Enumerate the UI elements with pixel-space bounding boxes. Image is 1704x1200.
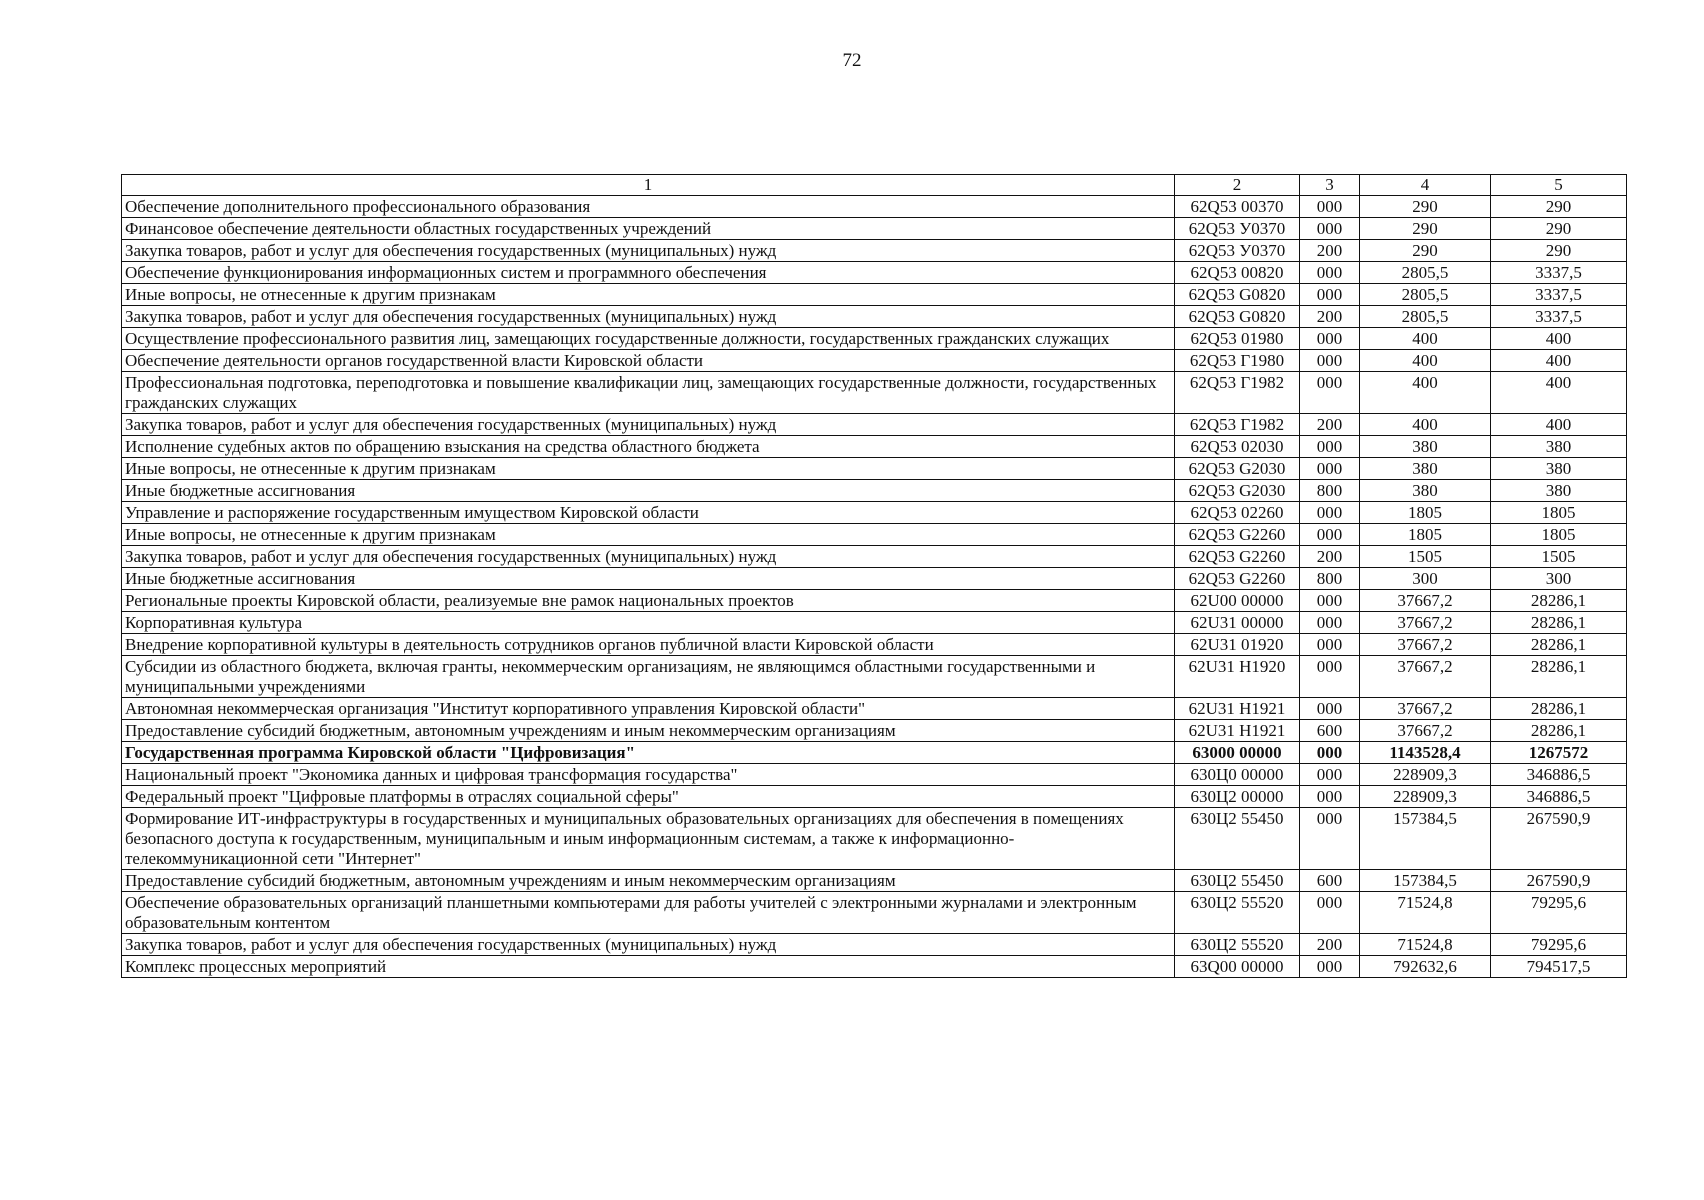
row-value-2026-cell: 79295,6 xyxy=(1491,934,1627,956)
row-code-cell: 62Q53 G0820 xyxy=(1175,306,1300,328)
table-row xyxy=(122,284,1627,306)
row-code-cell: 62Q53 У0370 xyxy=(1175,240,1300,262)
page-number: 72 xyxy=(842,50,862,71)
row-code-cell: 62Q53 02260 xyxy=(1175,502,1300,524)
row-code-cell: 62U31 H1921 xyxy=(1175,698,1300,720)
row-name-cell: Внедрение корпоративной культуры в деятельность сотрудников органов публичной власти Кировской области xyxy=(122,634,1175,656)
row-expense-type-cell: 200 xyxy=(1300,546,1360,568)
row-name-cell: Иные вопросы, не отнесенные к другим признакам xyxy=(122,524,1175,546)
row-code-cell: 62U31 01920 xyxy=(1175,634,1300,656)
row-value-2025-cell: 300 xyxy=(1360,568,1491,590)
table-row xyxy=(122,742,1627,764)
budget-table xyxy=(121,174,1627,978)
row-code-cell: 62Q53 G2030 xyxy=(1175,458,1300,480)
row-name-cell: Национальный проект "Экономика данных и цифровая трансформация государства" xyxy=(122,764,1175,786)
row-code-cell: 62Q53 G0820 xyxy=(1175,284,1300,306)
row-expense-type-cell: 000 xyxy=(1300,372,1360,414)
row-value-2026-cell: 400 xyxy=(1491,328,1627,350)
row-expense-type-cell: 000 xyxy=(1300,612,1360,634)
row-code-cell: 62Q53 G2030 xyxy=(1175,480,1300,502)
row-value-2025-cell: 1805 xyxy=(1360,524,1491,546)
table-row xyxy=(122,502,1627,524)
header-col-2: 2 xyxy=(1175,175,1300,196)
header-col-4: 4 xyxy=(1360,175,1491,196)
row-name-cell: Предоставление субсидий бюджетным, автономным учреждениям и иным некоммерческим организациям xyxy=(122,720,1175,742)
table-row xyxy=(122,436,1627,458)
row-value-2025-cell: 157384,5 xyxy=(1360,870,1491,892)
row-code-cell: 62Q53 G2260 xyxy=(1175,524,1300,546)
row-code-cell: 62Q53 01980 xyxy=(1175,328,1300,350)
row-value-2025-cell: 2805,5 xyxy=(1360,306,1491,328)
table-row xyxy=(122,414,1627,436)
row-value-2025-cell: 37667,2 xyxy=(1360,698,1491,720)
row-value-2025-cell: 2805,5 xyxy=(1360,284,1491,306)
row-value-2025-cell: 37667,2 xyxy=(1360,612,1491,634)
row-name-cell: Обеспечение деятельности органов государственной власти Кировской области xyxy=(122,350,1175,372)
row-value-2026-cell: 290 xyxy=(1491,218,1627,240)
header-col-5: 5 xyxy=(1491,175,1627,196)
row-expense-type-cell: 000 xyxy=(1300,436,1360,458)
table-row xyxy=(122,306,1627,328)
row-value-2025-cell: 2805,5 xyxy=(1360,262,1491,284)
header-col-1: 1 xyxy=(122,175,1175,196)
row-expense-type-cell: 200 xyxy=(1300,414,1360,436)
row-value-2026-cell: 28286,1 xyxy=(1491,612,1627,634)
row-name-cell: Осуществление профессионального развития лиц, замещающих государственные должности, государственных гражданских служащих xyxy=(122,328,1175,350)
row-value-2026-cell: 300 xyxy=(1491,568,1627,590)
row-value-2025-cell: 1505 xyxy=(1360,546,1491,568)
row-value-2026-cell: 290 xyxy=(1491,196,1627,218)
row-value-2026-cell: 290 xyxy=(1491,240,1627,262)
row-name-cell: Региональные проекты Кировской области, реализуемые вне рамок национальных проектов xyxy=(122,590,1175,612)
row-code-cell: 630Ц2 55450 xyxy=(1175,808,1300,870)
row-value-2026-cell: 28286,1 xyxy=(1491,634,1627,656)
row-expense-type-cell: 600 xyxy=(1300,870,1360,892)
row-expense-type-cell: 000 xyxy=(1300,698,1360,720)
row-code-cell: 62Q53 Г1982 xyxy=(1175,372,1300,414)
row-expense-type-cell: 000 xyxy=(1300,524,1360,546)
row-code-cell: 630Ц2 55520 xyxy=(1175,934,1300,956)
row-name-cell: Государственная программа Кировской области "Цифровизация" xyxy=(122,742,1175,764)
row-value-2026-cell: 28286,1 xyxy=(1491,698,1627,720)
row-name-cell: Предоставление субсидий бюджетным, автономным учреждениям и иным некоммерческим организациям xyxy=(122,870,1175,892)
table-row xyxy=(122,934,1627,956)
row-value-2025-cell: 1143528,4 xyxy=(1360,742,1491,764)
row-expense-type-cell: 800 xyxy=(1300,480,1360,502)
row-value-2025-cell: 37667,2 xyxy=(1360,720,1491,742)
row-code-cell: 62U31 00000 xyxy=(1175,612,1300,634)
row-expense-type-cell: 000 xyxy=(1300,502,1360,524)
table-row xyxy=(122,764,1627,786)
table-row xyxy=(122,612,1627,634)
row-value-2025-cell: 1805 xyxy=(1360,502,1491,524)
row-value-2025-cell: 380 xyxy=(1360,480,1491,502)
row-code-cell: 62Q53 02030 xyxy=(1175,436,1300,458)
row-value-2026-cell: 1267572 xyxy=(1491,742,1627,764)
row-expense-type-cell: 000 xyxy=(1300,634,1360,656)
row-expense-type-cell: 000 xyxy=(1300,218,1360,240)
row-value-2026-cell: 1805 xyxy=(1491,524,1627,546)
row-value-2025-cell: 400 xyxy=(1360,414,1491,436)
row-name-cell: Финансовое обеспечение деятельности областных государственных учреждений xyxy=(122,218,1175,240)
row-value-2025-cell: 290 xyxy=(1360,196,1491,218)
row-expense-type-cell: 000 xyxy=(1300,764,1360,786)
row-value-2026-cell: 380 xyxy=(1491,436,1627,458)
row-value-2025-cell: 71524,8 xyxy=(1360,892,1491,934)
header-col-3: 3 xyxy=(1300,175,1360,196)
row-name-cell: Корпоративная культура xyxy=(122,612,1175,634)
row-expense-type-cell: 000 xyxy=(1300,458,1360,480)
table-row xyxy=(122,786,1627,808)
table-row xyxy=(122,634,1627,656)
table-row xyxy=(122,698,1627,720)
row-expense-type-cell: 000 xyxy=(1300,350,1360,372)
table-row xyxy=(122,720,1627,742)
row-code-cell: 62U31 H1920 xyxy=(1175,656,1300,698)
table-row xyxy=(122,568,1627,590)
row-name-cell: Субсидии из областного бюджета, включая гранты, некоммерческим организациям, не являющимся областными государственными и муниципальными учреждениями xyxy=(122,656,1175,698)
row-value-2025-cell: 400 xyxy=(1360,328,1491,350)
row-value-2026-cell: 3337,5 xyxy=(1491,284,1627,306)
row-value-2026-cell: 3337,5 xyxy=(1491,262,1627,284)
row-value-2025-cell: 400 xyxy=(1360,350,1491,372)
row-expense-type-cell: 000 xyxy=(1300,956,1360,978)
row-name-cell: Закупка товаров, работ и услуг для обеспечения государственных (муниципальных) нужд xyxy=(122,546,1175,568)
row-code-cell: 62U00 00000 xyxy=(1175,590,1300,612)
row-expense-type-cell: 200 xyxy=(1300,306,1360,328)
row-value-2026-cell: 28286,1 xyxy=(1491,656,1627,698)
row-value-2025-cell: 228909,3 xyxy=(1360,786,1491,808)
row-name-cell: Обеспечение функционирования информационных систем и программного обеспечения xyxy=(122,262,1175,284)
row-expense-type-cell: 000 xyxy=(1300,262,1360,284)
row-code-cell: 630Ц0 00000 xyxy=(1175,764,1300,786)
row-code-cell: 62Q53 00370 xyxy=(1175,196,1300,218)
row-expense-type-cell: 000 xyxy=(1300,328,1360,350)
table-row xyxy=(122,480,1627,502)
table-row xyxy=(122,458,1627,480)
row-value-2025-cell: 157384,5 xyxy=(1360,808,1491,870)
table-row xyxy=(122,590,1627,612)
row-expense-type-cell: 000 xyxy=(1300,284,1360,306)
row-name-cell: Федеральный проект "Цифровые платформы в отраслях социальной сферы" xyxy=(122,786,1175,808)
row-value-2025-cell: 380 xyxy=(1360,436,1491,458)
table-row xyxy=(122,956,1627,978)
table-body xyxy=(122,196,1627,978)
row-name-cell: Обеспечение дополнительного профессионального образования xyxy=(122,196,1175,218)
row-code-cell: 62Q53 G2260 xyxy=(1175,546,1300,568)
row-value-2026-cell: 346886,5 xyxy=(1491,786,1627,808)
row-name-cell: Автономная некоммерческая организация "Институт корпоративного управления Кировской области" xyxy=(122,698,1175,720)
row-expense-type-cell: 000 xyxy=(1300,786,1360,808)
row-value-2026-cell: 400 xyxy=(1491,414,1627,436)
row-value-2025-cell: 290 xyxy=(1360,240,1491,262)
row-expense-type-cell: 000 xyxy=(1300,892,1360,934)
row-value-2025-cell: 400 xyxy=(1360,372,1491,414)
row-code-cell: 62Q53 Г1980 xyxy=(1175,350,1300,372)
row-code-cell: 630Ц2 55520 xyxy=(1175,892,1300,934)
row-name-cell: Иные бюджетные ассигнования xyxy=(122,480,1175,502)
row-expense-type-cell: 000 xyxy=(1300,742,1360,764)
table-row xyxy=(122,870,1627,892)
row-value-2026-cell: 3337,5 xyxy=(1491,306,1627,328)
row-name-cell: Управление и распоряжение государственным имуществом Кировской области xyxy=(122,502,1175,524)
row-value-2025-cell: 290 xyxy=(1360,218,1491,240)
row-code-cell: 62Q53 У0370 xyxy=(1175,218,1300,240)
row-expense-type-cell: 200 xyxy=(1300,934,1360,956)
row-value-2026-cell: 794517,5 xyxy=(1491,956,1627,978)
table-row xyxy=(122,524,1627,546)
row-value-2025-cell: 37667,2 xyxy=(1360,590,1491,612)
row-code-cell: 630Ц2 00000 xyxy=(1175,786,1300,808)
table-row xyxy=(122,350,1627,372)
row-name-cell: Закупка товаров, работ и услуг для обеспечения государственных (муниципальных) нужд xyxy=(122,306,1175,328)
row-code-cell: 63Q00 00000 xyxy=(1175,956,1300,978)
row-value-2026-cell: 267590,9 xyxy=(1491,808,1627,870)
row-code-cell: 630Ц2 55450 xyxy=(1175,870,1300,892)
row-name-cell: Закупка товаров, работ и услуг для обеспечения государственных (муниципальных) нужд xyxy=(122,934,1175,956)
row-expense-type-cell: 600 xyxy=(1300,720,1360,742)
row-value-2026-cell: 400 xyxy=(1491,350,1627,372)
row-value-2026-cell: 28286,1 xyxy=(1491,720,1627,742)
row-name-cell: Комплекс процессных мероприятий xyxy=(122,956,1175,978)
row-name-cell: Исполнение судебных актов по обращению взыскания на средства областного бюджета xyxy=(122,436,1175,458)
row-expense-type-cell: 000 xyxy=(1300,656,1360,698)
row-name-cell: Профессиональная подготовка, переподготовка и повышение квалификации лиц, замещающих государственные должности, государственных гражданских служащих xyxy=(122,372,1175,414)
table-row xyxy=(122,808,1627,870)
row-name-cell: Иные вопросы, не отнесенные к другим признакам xyxy=(122,458,1175,480)
row-name-cell: Иные вопросы, не отнесенные к другим признакам xyxy=(122,284,1175,306)
row-value-2026-cell: 1505 xyxy=(1491,546,1627,568)
row-expense-type-cell: 800 xyxy=(1300,568,1360,590)
table-row xyxy=(122,262,1627,284)
row-value-2026-cell: 79295,6 xyxy=(1491,892,1627,934)
row-value-2026-cell: 28286,1 xyxy=(1491,590,1627,612)
row-value-2026-cell: 267590,9 xyxy=(1491,870,1627,892)
row-value-2025-cell: 37667,2 xyxy=(1360,634,1491,656)
row-code-cell: 62U31 H1921 xyxy=(1175,720,1300,742)
table-row xyxy=(122,240,1627,262)
row-name-cell: Иные бюджетные ассигнования xyxy=(122,568,1175,590)
row-value-2025-cell: 37667,2 xyxy=(1360,656,1491,698)
row-value-2026-cell: 346886,5 xyxy=(1491,764,1627,786)
row-code-cell: 62Q53 00820 xyxy=(1175,262,1300,284)
row-value-2025-cell: 380 xyxy=(1360,458,1491,480)
row-name-cell: Закупка товаров, работ и услуг для обеспечения государственных (муниципальных) нужд xyxy=(122,414,1175,436)
table-row xyxy=(122,656,1627,698)
header-row xyxy=(122,175,1627,196)
row-code-cell: 62Q53 G2260 xyxy=(1175,568,1300,590)
row-code-cell: 63000 00000 xyxy=(1175,742,1300,764)
table-row xyxy=(122,218,1627,240)
row-code-cell: 62Q53 Г1982 xyxy=(1175,414,1300,436)
row-expense-type-cell: 000 xyxy=(1300,196,1360,218)
row-value-2025-cell: 792632,6 xyxy=(1360,956,1491,978)
row-name-cell: Закупка товаров, работ и услуг для обеспечения государственных (муниципальных) нужд xyxy=(122,240,1175,262)
row-name-cell: Обеспечение образовательных организаций планшетными компьютерами для работы учителей с электронными журналами и электронным образовательным контентом xyxy=(122,892,1175,934)
row-value-2025-cell: 228909,3 xyxy=(1360,764,1491,786)
row-expense-type-cell: 000 xyxy=(1300,808,1360,870)
row-value-2025-cell: 71524,8 xyxy=(1360,934,1491,956)
table-row xyxy=(122,328,1627,350)
row-value-2026-cell: 380 xyxy=(1491,480,1627,502)
row-value-2026-cell: 1805 xyxy=(1491,502,1627,524)
row-value-2026-cell: 380 xyxy=(1491,458,1627,480)
table-row xyxy=(122,372,1627,414)
table-row xyxy=(122,196,1627,218)
table-row xyxy=(122,546,1627,568)
row-expense-type-cell: 200 xyxy=(1300,240,1360,262)
table-row xyxy=(122,892,1627,934)
row-name-cell: Формирование ИТ-инфраструктуры в государственных и муниципальных образовательных организациях для обеспечения в помещениях безопасного доступа к государственным, муниципальным и иным информационным системам, а также к информационно-телекоммуникационной сети "Интернет" xyxy=(122,808,1175,870)
row-value-2026-cell: 400 xyxy=(1491,372,1627,414)
row-expense-type-cell: 000 xyxy=(1300,590,1360,612)
